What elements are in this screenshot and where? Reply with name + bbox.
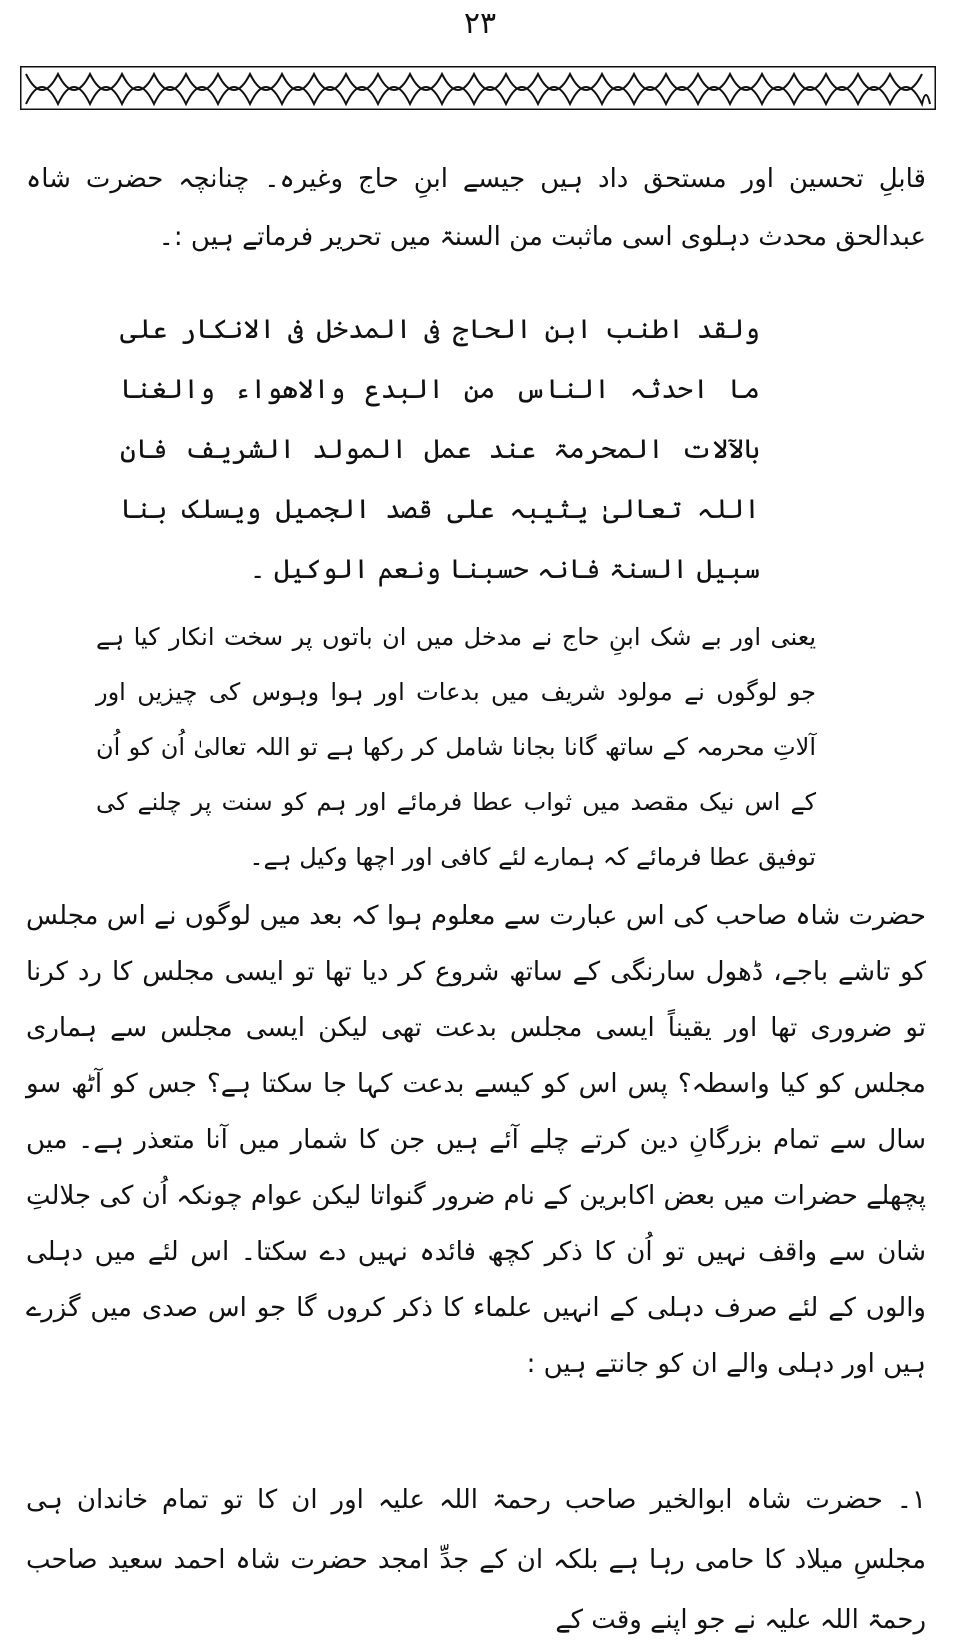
arabic-quotation: ولقد اطنب ابن الحاج فی المدخل فی الانکار علی ما احدثہ الناس من البدع والاھواء والغنا بالآلات المحرمۃ عند عمل المولد الشریف فان اللہ تعالیٰ یثیبہ علی قصد الجمیل ویسلک بنا سبیل السنۃ فانہ حسبنا ونعم الوکیل ۔ — [120, 314, 760, 585]
page-number: ۲۳ — [463, 6, 497, 41]
body-paragraph: حضرت شاہ صاحب کی اس عبارت سے معلوم ہوا کہ بعد میں لوگوں نے اس مجلس کو تاشے باجے، ڈھول سارنگی کے ساتھ شروع کر دیا تھا تو ایسی مجلس کا رد کرنا تو ضروری تھا اور یقیناً ایسی مجلس بدعت تھی لیکن ایسی مجلس سے ہماری مجلس کو کیا واسطہ؟ پس اس کو کیسے بدعت کہا جا سکتا ہے؟ جس کو آٹھ سو سال سے تمام بزرگانِ دین کرتے چلے آئے ہیں جن کا شمار میں آنا متعذر ہے۔ میں پچھلے حضرات میں بعض اکابرین کے نام ضرور گنواتا لیکن عوام چونکہ اُن کی جلالتِ شان سے واقف نہیں تو اُن کا ذکر کچھ فائدہ نہیں دے سکتا۔ اس لئے میں دہلی والوں کے لئے صرف دہلی کے انہیں علماء کا ذکر کروں گا جو اس صدی میں گزرے ہیں اور دہلی والے ان کو جانتے ہیں : — [26, 901, 926, 1379]
ornamental-border — [20, 66, 936, 110]
intro-paragraph: قابلِ تحسین اور مستحق داد ہیں جیسے ابنِ حاج وغیرہ۔ چنانچہ حضرت شاہ عبدالحق محدث دہلوی اسی ماثبت من السنۃ میں تحریر فرماتے ہیں :۔ — [26, 164, 926, 252]
list-item-1: ۱۔ حضرت شاہ ابوالخیر صاحب رحمۃ اللہ علیہ اور ان کا تو تمام خاندان ہی مجلسِ میلاد کا حامی رہا ہے بلکہ ان کے جدِّ امجد حضرت شاہ احمد سعید صاحب رحمۃ اللہ علیہ نے جو اپنے وقت کے — [26, 1485, 926, 1635]
urdu-translation: یعنی اور بے شک ابنِ حاج نے مدخل میں ان باتوں پر سخت انکار کیا ہے جو لوگوں نے مولود شریف میں بدعات اور ہوا وہوس کی چیزیں اور آلاتِ محرمہ کے ساتھ گانا بجانا شامل کر رکھا ہے تو اللہ تعالیٰ اُن کو اُن کے اس نیک مقصد میں ثواب عطا فرمائے اور ہم کو سنت پر چلنے کی توفیق عطا فرمائے کہ ہمارے لئے کافی اور اچھا وکیل ہے۔ — [96, 623, 816, 871]
